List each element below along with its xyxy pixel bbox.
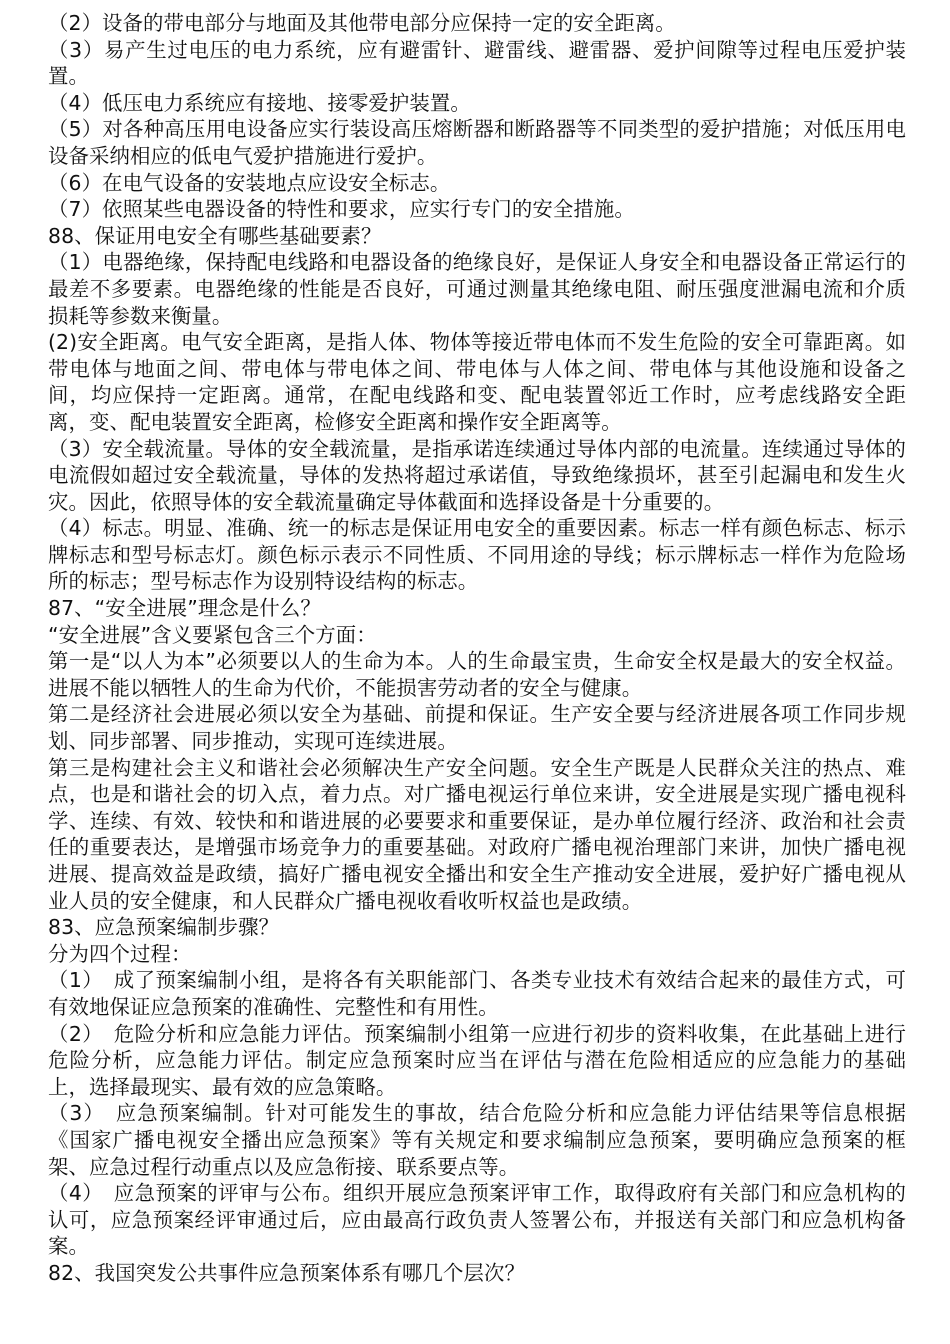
paragraph-marking: （4）标志。明显、准确、统一的标志是保证用电安全的重要因素。标志一样有颜色标志、标示牌标志和型号标志灯。颜色标示表示不同性质、不同用途的导线；标示牌标志一样作为危险场所的标志；型号标志作为设别特设结构的标志。	[48, 516, 906, 594]
paragraph-item-4-grounding: （4）低压电力系统应有接地、接零爱护装置。	[48, 90, 471, 115]
paragraph-stage-2: （2） 危险分析和应急能力评估。预案编制小组第一应进行初步的资料收集，在此基础上进行危险分析，应急能力评估。制定应急预案时应当在评估与潜在危险相适应的应急能力的基础上，选择最现实、最有效的应急策略。	[48, 1021, 906, 1099]
paragraph-item-5-protection: （5）对各种高压用电设备应实行装设高压熔断器和断路器等不同类型的爱护措施；对低压用电设备采纳相应的低电气爱护措施进行爱护。	[48, 117, 906, 168]
paragraph-second-aspect: 第二是经济社会进展必须以安全为基础、前提和保证。生产安全要与经济进展各项工作同步规划、同步部署、同步推动，实现可连续进展。	[48, 702, 906, 754]
paragraph-item-7-special-measures: （7）依照某些电器设备的特性和要求，应实行专门的安全措施。	[48, 197, 635, 222]
paragraph-four-stages: 分为四个过程：	[48, 941, 192, 966]
question-83-heading: 83、应急预案编制步骤？	[48, 915, 280, 940]
paragraph-insulation: （1）电器绝缘，保持配电线路和电器设备的绝缘良好，是保证人身安全和电器设备正常运行的最差不多要素。电器绝缘的性能是否良好，可通过测量其绝缘电阻、耐压强度泄漏电流和介质损耗等参数来衡量。	[48, 250, 906, 328]
document-body	[48, 10, 906, 1287]
paragraph-safety-distance: (2)安全距离。电气安全距离，是指人体、物体等接近带电体而不发生危险的安全可靠距离。如带电体与地面之间、带电体与带电体之间、带电体与人体之间、带电体与其他设施和设备之间，均应保持一定距离。通常，在配电线路和变、配电装置邻近工作时，应考虑线路安全距离，变、配电装置安全距离，检修安全距离和操作安全距离等。	[48, 330, 906, 434]
paragraph-item-2-distance: （2）设备的带电部分与地面及其他带电部分应保持一定的安全距离。	[48, 11, 676, 35]
paragraph-stage-1: （1） 成了预案编制小组，是将各有关职能部门、各类专业技术有效结合起来的最佳方式，可有效地保证应急预案的准确性、完整性和有用性。	[48, 968, 906, 1019]
question-87-heading: 87、“安全进展”理念是什么？	[48, 596, 321, 621]
paragraph-third-aspect: 第三是构建社会主义和谐社会必须解决生产安全问题。安全生产既是人民群众关注的热点、难点，也是和谐社会的切入点，着力点。对广播电视运行单位来讲，安全进展是实现广播电视科学、连续、有效、较快和和谐进展的必要要求和重要保证，是办单位履行经济、政治和社会责任的重要表达，是增强市场竞争力的重要基础。对政府广播电视治理部门来讲，加快广播电视进展、提高效益是政绩，搞好广播电视安全播出和安全生产推动安全进展，爱护好广播电视从业人员的安全健康，和人民群众广播电视收看收听权益也是政绩。	[48, 755, 906, 913]
paragraph-first-aspect: 第一是“以人为本”必须要以人的生命为本。人的生命最宝贵，生命安全权是最大的安全权益。进展不能以牺牲人的生命为代价，不能损害劳动者的安全与健康。	[48, 649, 906, 700]
paragraph-current-capacity: （3）安全载流量。导体的安全载流量，是指承诺连续通过导体内部的电流量。连续通过导体的电流假如超过安全载流量，导体的发热将超过承诺值，导致绝缘损坏，甚至引起漏电和发生火灾。因此，依照导体的安全载流量确定导体截面和选择设备是十分重要的。	[48, 436, 906, 514]
paragraph-item-6-signs: （6）在电气设备的安装地点应设安全标志。	[48, 170, 451, 195]
paragraph-stage-3: （3） 应急预案编制。针对可能发生的事故，结合危险分析和应急能力评估结果等信息根据《国家广播电视安全播出应急预案》等有关规定和要求编制应急预案，要明确应急预案的框架、应急过程行动重点以及应急衔接、联系要点等。	[48, 1101, 906, 1179]
paragraph-three-aspects: “安全进展”含义要紧包含三个方面：	[48, 622, 377, 647]
paragraph-item-3-overvoltage: （3）易产生过电压的电力系统，应有避雷针、避雷线、避雷器、爱护间隙等过程电压爱护装置。	[48, 37, 906, 89]
question-88-heading: 88、保证用电安全有哪些基础要素？	[48, 223, 382, 248]
question-82-heading: 82、我国突发公共事件应急预案体系有哪几个层次？	[48, 1260, 525, 1285]
paragraph-stage-4: （4） 应急预案的评审与公布。组织开展应急预案评审工作，取得政府有关部门和应急机构的认可，应急预案经评审通过后，应由最高行政负责人签署公布，并报送有关部门和应急机构备案。	[48, 1181, 906, 1259]
